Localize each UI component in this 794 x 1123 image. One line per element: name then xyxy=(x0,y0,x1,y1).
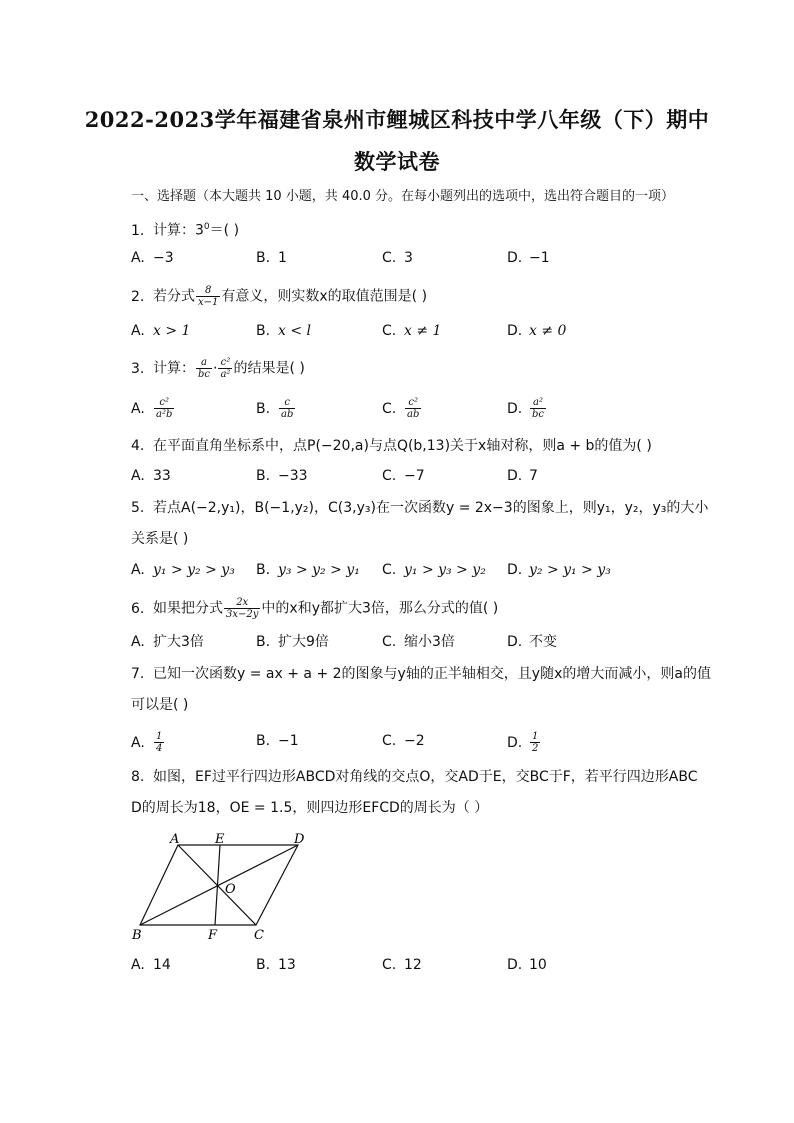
option-d[interactable]: D. $\frac{1}{2}$ xyxy=(507,731,539,754)
option-a[interactable]: A. y₁ > y₂ > y₃ xyxy=(131,562,235,578)
option-a[interactable]: A. $\frac{\text{c²}}{\text{a²b}}$ xyxy=(131,397,173,420)
option-a[interactable]: A. $\frac{1}{4}$ xyxy=(131,731,163,754)
question-5-options xyxy=(131,560,731,580)
label-b: B xyxy=(132,928,142,943)
option-a[interactable]: A. x > 1 xyxy=(131,323,191,339)
fraction: $\frac{8}{x-1}$ xyxy=(198,285,219,308)
section-heading: 一、选择题（本大题共 10 小题，共 40.0 分。在每小题列出的选项中，选出符合题目的一项） xyxy=(131,189,675,204)
question-2: 2. 若分式 $\frac{8}{x-1}$ 有意义，则实数x的取值范围是( ) xyxy=(131,285,428,308)
question-5-line2: 关系是( ) xyxy=(131,531,189,547)
option-b[interactable]: B. 1 xyxy=(256,250,287,266)
question-5-line1: 5. 若点A(−2,y₁)，B(−1,y₂)，C(3,y₃)在一次函数y = 2x−3的图象上，则y₁，y₂，y₃的大小 xyxy=(131,500,709,516)
option-c[interactable]: C. 缩小3倍 xyxy=(382,634,455,650)
option-c[interactable]: C. x ≠ 1 xyxy=(382,323,442,339)
question-4: 4. 在平面直角坐标系中，点P(−20,a)与点Q(b,13)关于x轴对称，则a + b的值为( ) xyxy=(131,438,652,454)
question-3-options xyxy=(131,397,731,420)
question-number: 6. xyxy=(131,600,145,617)
question-6-options xyxy=(131,632,731,652)
question-number: 2. xyxy=(131,288,145,305)
question-7-line1: 7. 已知一次函数y = ax + a + 2的图象与y轴的正半轴相交，且y随x的增大而减小，则a的值 xyxy=(131,666,711,682)
option-d[interactable]: D. 10 xyxy=(507,957,547,973)
question-1: 1. 计算：$3^0=$( ) xyxy=(131,222,240,239)
label-a: A xyxy=(170,832,180,847)
label-d: D xyxy=(294,832,305,847)
exam-title-line1: 2022-2023学年福建省泉州市鲤城区科技中学八年级（下）期中 xyxy=(84,107,710,132)
fraction: $\frac{\text{c²}}{\text{a²}}$ xyxy=(220,357,231,380)
question-number: 3. xyxy=(131,360,145,377)
option-a[interactable]: A. 33 xyxy=(131,468,171,484)
option-c[interactable]: C. 3 xyxy=(382,250,413,266)
option-c[interactable]: C. $\frac{\text{c²}}{ab}$ xyxy=(382,397,420,420)
option-b[interactable]: B. −1 xyxy=(256,733,299,749)
option-b[interactable]: B. $\frac{c}{ab}$ xyxy=(256,397,294,420)
label-f: F xyxy=(208,928,218,943)
question-2-options xyxy=(131,321,731,341)
option-b[interactable]: B. −33 xyxy=(256,468,308,484)
option-b[interactable]: B. y₃ > y₂ > y₁ xyxy=(256,562,360,578)
question-8-options xyxy=(131,955,731,975)
question-7-line2: 可以是( ) xyxy=(131,697,189,713)
exam-title-line2: 数学试卷 xyxy=(354,149,440,174)
question-6: 6. 如果把分式 $\frac{2x}{3x-2y}$ 中的x和y都扩大3倍，那么分式的值( ) xyxy=(131,597,499,620)
question-1-options xyxy=(131,248,731,268)
question-number: 1. xyxy=(131,222,145,239)
question-number: 8. xyxy=(131,769,145,785)
question-7-options xyxy=(131,731,731,754)
label-c: C xyxy=(254,928,264,943)
option-d[interactable]: D. −1 xyxy=(507,250,550,266)
question-4-options xyxy=(131,466,731,486)
label-e: E xyxy=(215,832,225,847)
question-8-line1: 8. 如图，EF过平行四边形ABCD对角线的交点O，交AD于E，交BC于F，若平行四边形ABC xyxy=(131,769,698,785)
option-a[interactable]: A. −3 xyxy=(131,250,174,266)
option-b[interactable]: B. 扩大9倍 xyxy=(256,634,329,650)
question-number: 4. xyxy=(131,438,145,454)
option-b[interactable]: B. x < l xyxy=(256,323,312,339)
option-a[interactable]: A. 14 xyxy=(131,957,171,973)
option-d[interactable]: D. y₂ > y₁ > y₃ xyxy=(507,562,611,578)
option-d[interactable]: D. x ≠ 0 xyxy=(507,323,567,339)
question-number: 7. xyxy=(131,666,145,682)
question-8-line2: D的周长为18，OE = 1.5，则四边形EFCD的周长为（ ） xyxy=(131,800,489,816)
question-3: 3. 计算： $\frac{a}{bc}$ · $\frac{\text{c²}}{\text{a²}}$ 的结果是( ) xyxy=(131,357,305,380)
option-c[interactable]: C. 12 xyxy=(382,957,422,973)
option-d[interactable]: D. 不变 xyxy=(507,634,557,650)
option-a[interactable]: A. 扩大3倍 xyxy=(131,634,204,650)
fraction: $\frac{2x}{3x-2y}$ xyxy=(226,597,259,620)
option-c[interactable]: C. −7 xyxy=(382,468,425,484)
option-c[interactable]: C. y₁ > y₃ > y₂ xyxy=(382,562,486,578)
option-d[interactable]: D. $\frac{\text{a²}}{bc}$ xyxy=(507,397,545,420)
label-o: O xyxy=(225,882,236,897)
parallelogram-figure xyxy=(128,830,318,945)
option-b[interactable]: B. 13 xyxy=(256,957,296,973)
fraction: $\frac{a}{bc}$ xyxy=(198,357,211,380)
option-c[interactable]: C. −2 xyxy=(382,733,425,749)
option-d[interactable]: D. 7 xyxy=(507,468,538,484)
question-number: 5. xyxy=(131,500,145,516)
